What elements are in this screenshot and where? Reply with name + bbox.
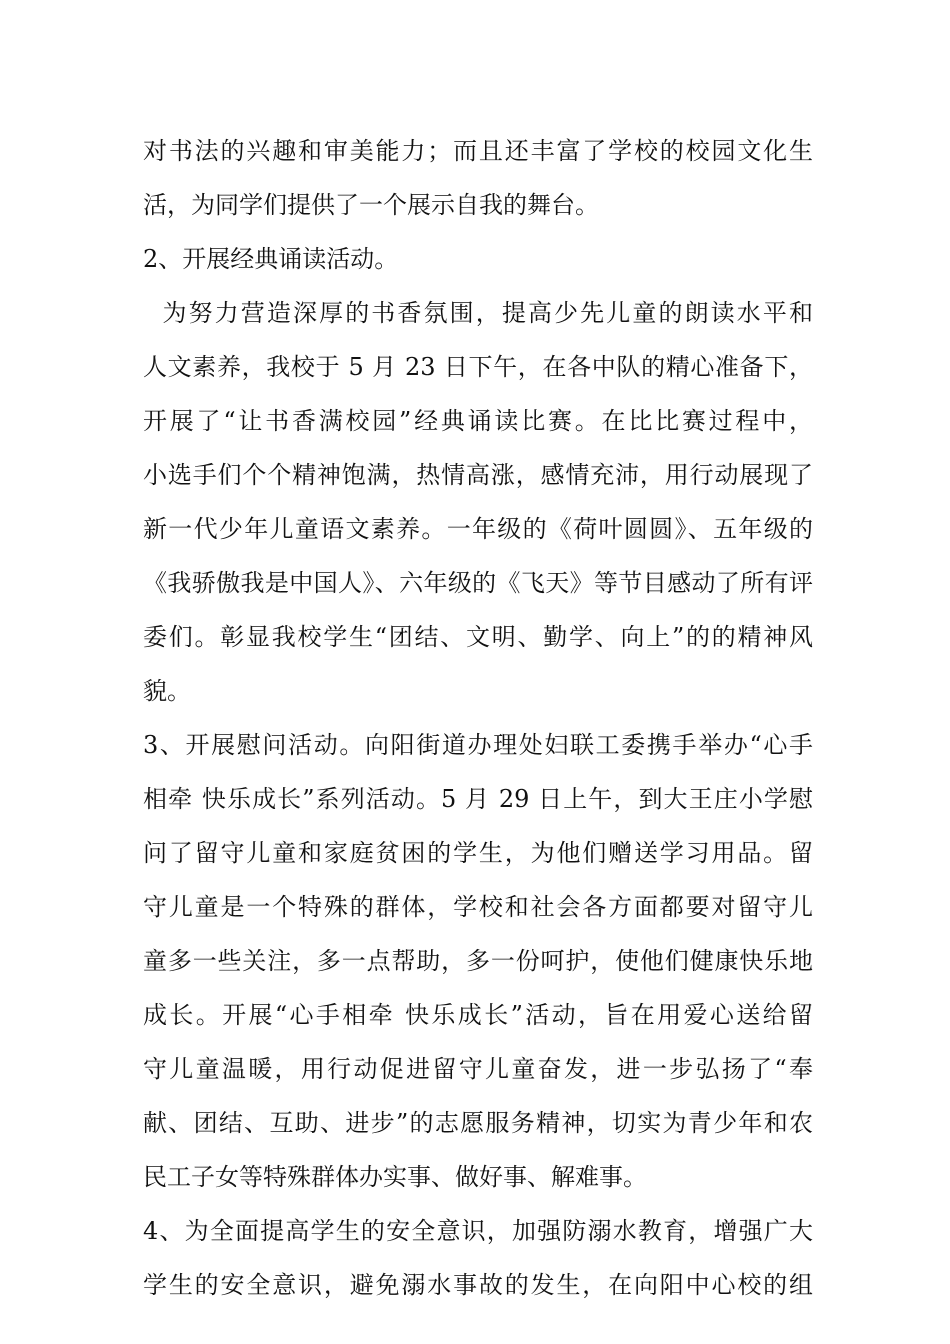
text-line: 问了留守儿童和家庭贫困的学生，为他们赠送学习用品。留	[143, 839, 813, 867]
text-line: 活，为同学们提供了一个展示自我的舞台。	[143, 191, 599, 219]
text-line: 开展了“让书香满校园”经典诵读比赛。在比比赛过程中，	[143, 407, 813, 435]
body-text	[143, 124, 813, 1312]
text-line: 童多一些关注，多一点帮助，多一份呵护，使他们健康快乐地	[143, 947, 813, 975]
text-line: 民工子女等特殊群体办实事、做好事、解难事。	[143, 1163, 647, 1191]
section-heading: 2、开展经典诵读活动。	[143, 245, 399, 273]
text-line: 4、为全面提高学生的安全意识，加强防溺水教育，增强广大	[143, 1217, 813, 1245]
text-line: 学生的安全意识，避免溺水事故的发生，在向阳中心校的组	[143, 1271, 813, 1299]
text-line: 守儿童温暖，用行动促进留守儿童奋发，进一步弘扬了“奉	[143, 1055, 813, 1083]
text-line: 人文素养，我校于 5 月 23 日下午，在各中队的精心准备下，	[143, 353, 813, 381]
text-line: 相牵 快乐成长”系列活动。5 月 29 日上午，到大王庄小学慰	[143, 785, 813, 813]
text-line: 3、开展慰问活动。向阳街道办理处妇联工委携手举办“心手	[143, 731, 813, 759]
text-line: 《我骄傲我是中国人》、六年级的《飞天》等节目感动了所有评	[143, 569, 813, 597]
text-line: 献、团结、互助、进步”的志愿服务精神，切实为青少年和农	[143, 1109, 813, 1137]
text-line: 貌。	[143, 677, 191, 705]
text-line: 成长。开展“心手相牵 快乐成长”活动，旨在用爱心送给留	[143, 1001, 813, 1029]
text-line: 小选手们个个精神饱满，热情高涨，感情充沛，用行动展现了	[143, 461, 813, 489]
text-line: 委们。彰显我校学生“团结、文明、勤学、向上”的的精神风	[143, 623, 813, 651]
text-line: 为努力营造深厚的书香氛围，提高少先儿童的朗读水平和	[143, 299, 813, 327]
text-line: 新一代少年儿童语文素养。一年级的《荷叶圆圆》、五年级的	[143, 515, 813, 543]
text-line: 对书法的兴趣和审美能力；而且还丰富了学校的校园文化生	[143, 137, 813, 165]
text-line: 守儿童是一个特殊的群体，学校和社会各方面都要对留守儿	[143, 893, 813, 921]
